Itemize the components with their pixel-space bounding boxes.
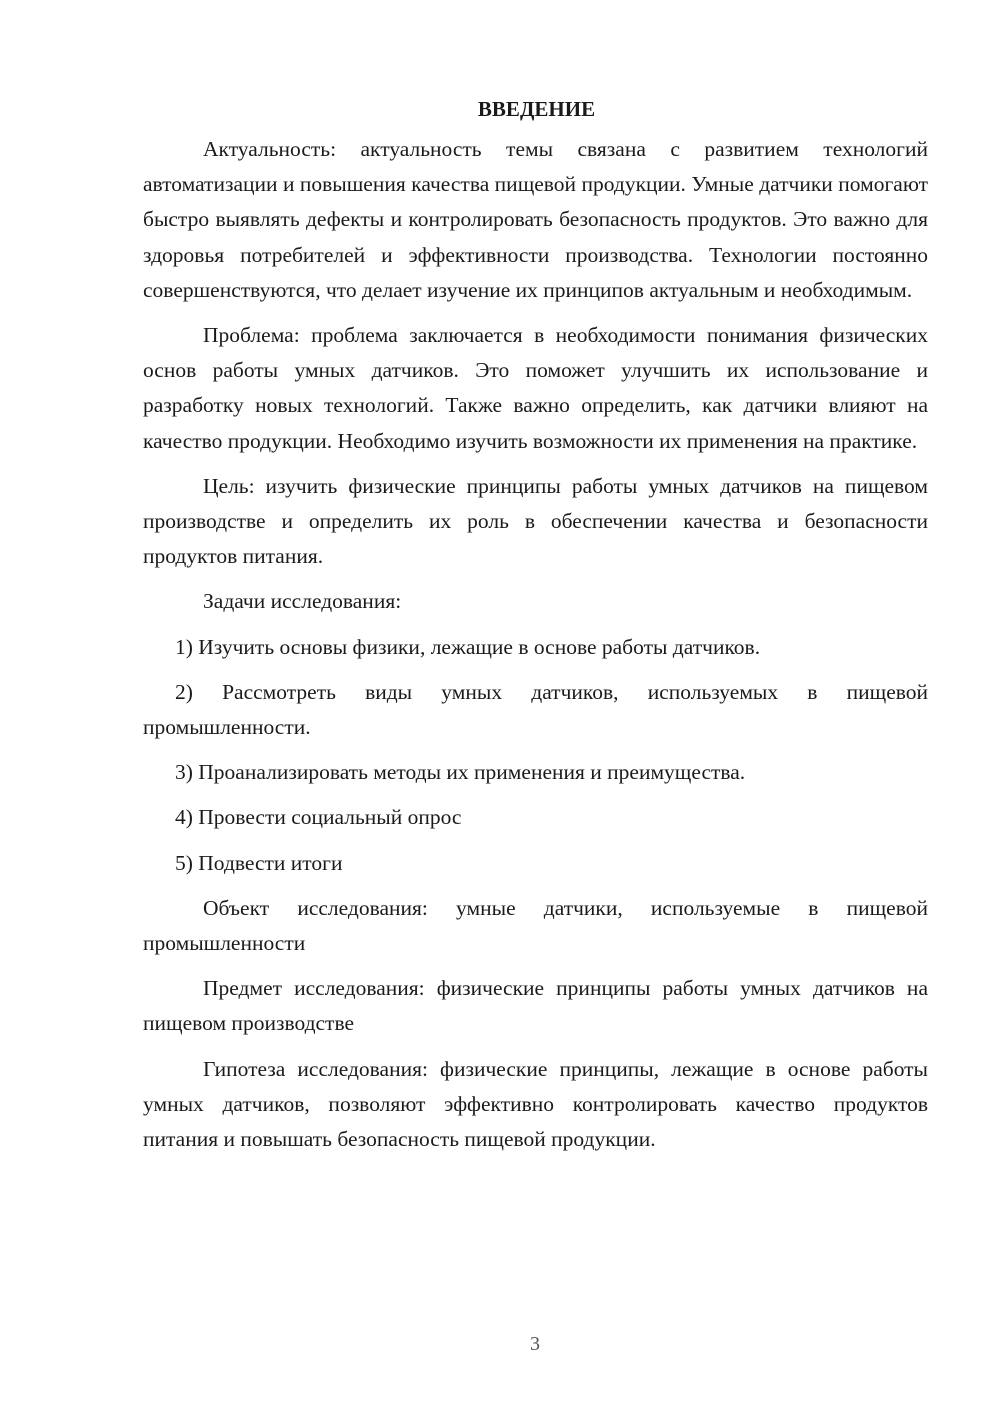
page-number: 3: [530, 1333, 540, 1355]
task-item: 5) Подвести итоги: [175, 850, 343, 875]
document-page: [143, 92, 928, 1157]
object-paragraph: Объект исследования: умные датчики, используемые в пищевой промышленности: [143, 895, 928, 956]
problem-paragraph: Проблема: проблема заключается в необходимости понимания физических основ работы умных датчиков. Это поможет улучшить их использование и разработку новых технологий. Также важно определить, как датчики влияют на качество продукции. Необходимо изучить возможности их применения на практике.: [143, 323, 928, 453]
task-item: 1) Изучить основы физики, лежащие в основе работы датчиков.: [175, 634, 761, 659]
subject-paragraph: Предмет исследования: физические принципы работы умных датчиков на пищевом производстве: [143, 976, 928, 1036]
task-item: 2) Рассмотреть виды умных датчиков, используемых в пищевой промышленности.: [143, 679, 928, 740]
task-item: 3) Проанализировать методы их применения и преимущества.: [175, 760, 746, 785]
tasks-heading: Задачи исследования:: [203, 589, 402, 614]
hypothesis-paragraph: Гипотеза исследования: физические принципы, лежащие в основе работы умных датчиков, позволяют эффективно контролировать качество продуктов питания и повышать безопасность пищевой продукции.: [143, 1056, 928, 1152]
page-title: ВВЕДЕНИЕ: [477, 97, 596, 121]
goal-paragraph: Цель: изучить физические принципы работы умных датчиков на пищевом производстве и определить их роль в обеспечении качества и безопасности продуктов питания.: [143, 473, 928, 569]
task-item: 4) Провести социальный опрос: [175, 805, 462, 830]
relevance-paragraph: Актуальность: актуальность темы связана с развитием технологий автоматизации и повышения качества пищевой продукции. Умные датчики помогают быстро выявлять дефекты и контролировать безопасность продуктов. Это важно для здоровья потребителей и эффективности производства. Технологии постоянно совершенствуются, что делает изучение их принципов актуальным и необходимым.: [143, 137, 928, 302]
